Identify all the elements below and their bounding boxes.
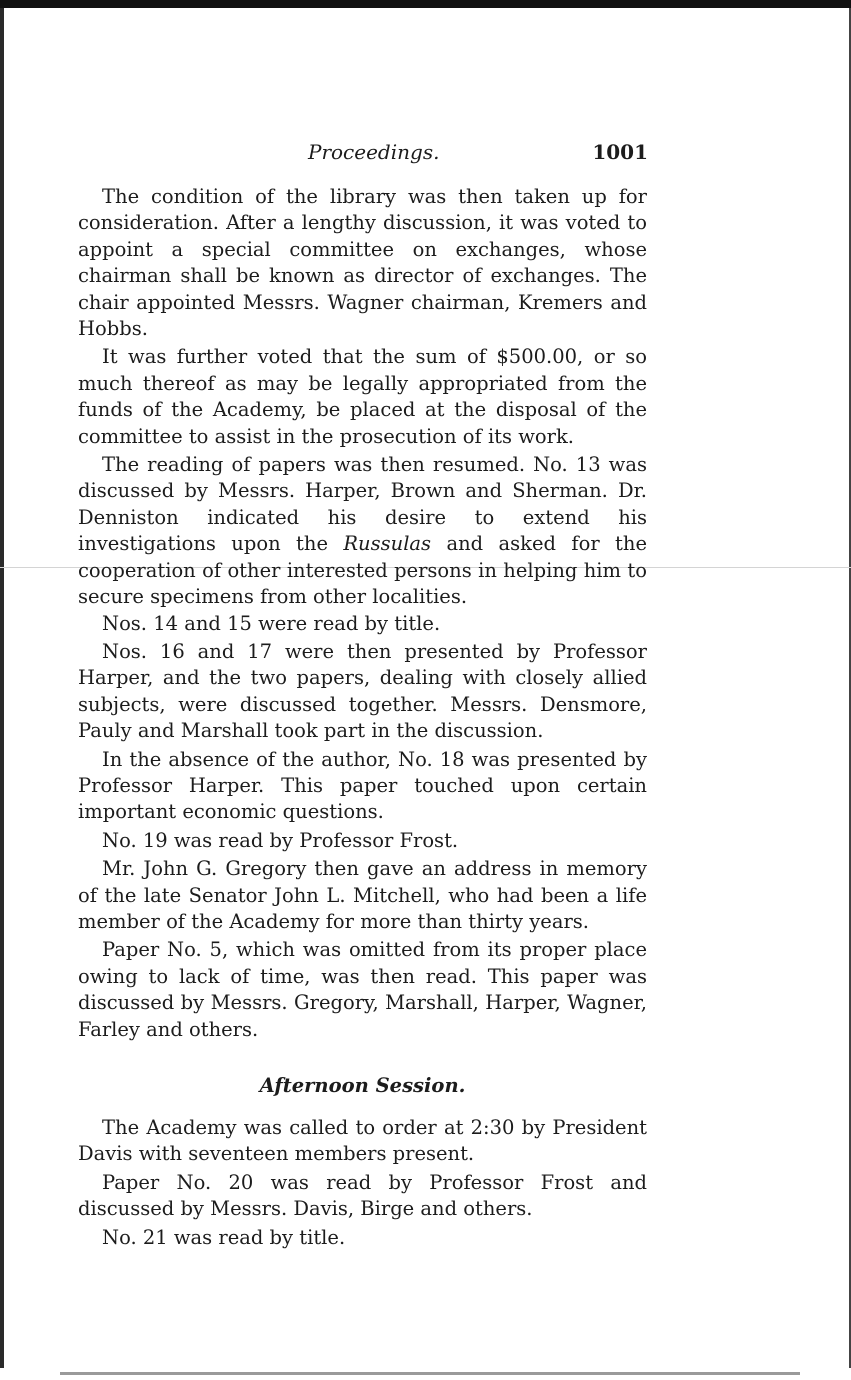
scan-bottom-edge bbox=[60, 1372, 800, 1375]
paragraph-reading-resumed bbox=[78, 452, 647, 610]
page-header bbox=[78, 140, 648, 166]
paragraph-no-21: No. 21 was read by title. bbox=[102, 1225, 346, 1249]
section-heading: Afternoon Session. bbox=[259, 1074, 466, 1097]
paragraph-funds: It was further voted that the sum of $500.00, or so much thereof as may be legally appropriated from the funds of the Academy, be placed at the disposal of the committee to assist in the prosecution of its work. bbox=[78, 345, 647, 448]
scan-top-border bbox=[0, 0, 851, 8]
running-head: Proceedings. bbox=[308, 140, 440, 164]
paragraph-no-18: In the absence of the author, No. 18 was presented by Professor Harper. This paper touched upon certain important economic questions. bbox=[78, 747, 647, 824]
paragraph-no-19: No. 19 was read by Professor Frost. bbox=[102, 828, 459, 852]
body-text bbox=[78, 184, 647, 1251]
page-number: 1001 bbox=[592, 140, 648, 164]
paragraph-no-20: Paper No. 20 was read by Professor Frost and discussed by Messrs. Davis, Birge and others. bbox=[78, 1170, 647, 1221]
paragraph-text-part: and asked for the cooperation of other interested persons in helping him to secure specimens from other localities. bbox=[78, 532, 647, 609]
paragraph-library: The condition of the library was then taken up for consideration. After a lengthy discussion, it was voted to appoint a special committee on exchanges, whose chairman shall be known as director of exchanges. The chair appointed Messrs. Wagner chairman, Kremers and Hobbs. bbox=[78, 185, 647, 341]
paragraph-text-part: The reading of papers was then resumed. No. 13 was discussed by Messrs. Harper, Brown and Sherman. Dr. Denniston indicated his desire to extend his investigations upon the bbox=[78, 453, 647, 556]
paragraph-nos-16-17: Nos. 16 and 17 were then presented by Professor Harper, and the two papers, dealing with closely allied subjects, were discussed together. Messrs. Densmore, Pauly and Marshall took part in the discussion. bbox=[78, 639, 647, 743]
paragraph-called-to-order: The Academy was called to order at 2:30 by President Davis with seventeen members present. bbox=[78, 1116, 647, 1166]
paragraph-gregory-address: Mr. John G. Gregory then gave an address in memory of the late Senator John L. Mitchell, who had been a life member of the Academy for more than thirty years. bbox=[78, 857, 647, 933]
paragraph-nos-14-15: Nos. 14 and 15 were read by title. bbox=[102, 611, 441, 635]
italic-term: Russulas bbox=[343, 532, 432, 556]
scan-left-edge bbox=[0, 8, 4, 1368]
paragraph-paper-5: Paper No. 5, which was omitted from its proper place owing to lack of time, was then read. This paper was discussed by Messrs. Gregory, Marshall, Harper, Wagner, Farley and others. bbox=[78, 938, 647, 1041]
